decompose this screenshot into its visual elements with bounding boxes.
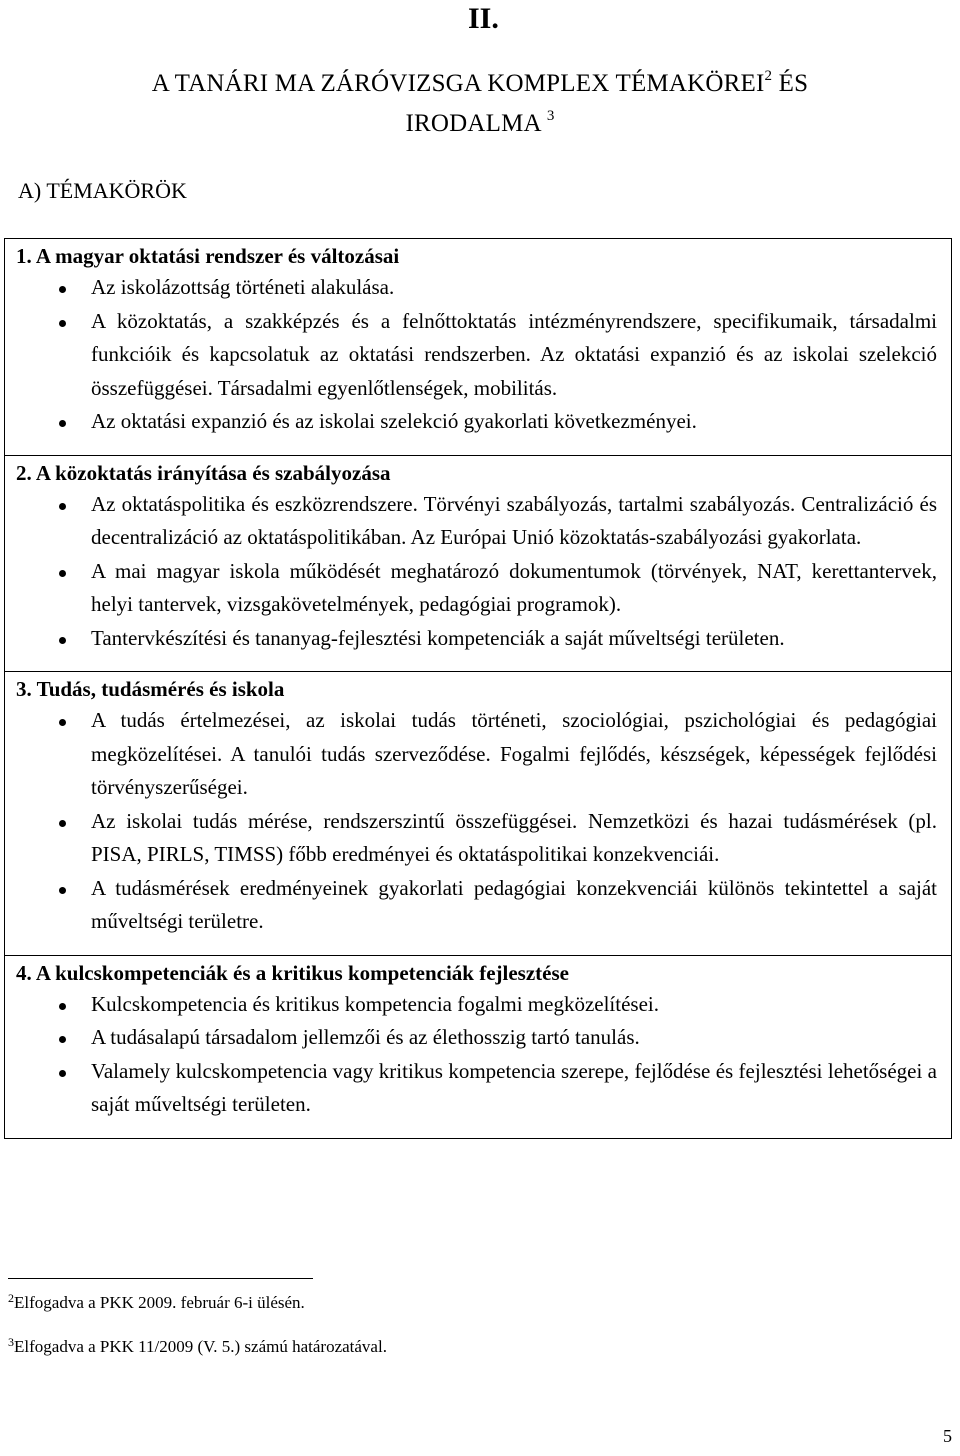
list-item-text: Az iskolai tudás mérése, rendszerszintű összefüggései. Nemzetközi és hazai tudásmérések (pl. PISA, PIRLS, TIMSS) főbb eredményei és oktatáspolitikai konzekvenciái. [91,808,937,866]
topic-heading: 3. Tudás, tudásmérés és iskola [16,677,285,701]
list-item-text: Tantervkészítési és tananyag-fejlesztési kompetenciák a saját műveltségi területen. [91,625,785,650]
topic-item-list [5,271,951,439]
part-number: II. [468,2,499,35]
title-main: A TANÁRI MA ZÁRÓVIZSGA KOMPLEX TÉMAKÖREI [151,70,765,97]
list-item-text: A mai magyar iskola működését meghatározó dokumentumok (törvények, NAT, kerettantervek, helyi tantervek, vizsgakövetelmények, pedagógiai programok). [91,558,937,616]
list-item-text: Kulcskompetencia és kritikus kompetencia fogalmi megközelítései. [91,991,659,1016]
topic-item-list [5,488,951,656]
bullet-icon [59,1036,66,1043]
list-item [5,555,951,622]
bullet-icon [59,637,66,644]
topic-heading: 2. A közoktatás irányítása és szabályozása [16,460,391,485]
page-number: 5 [943,1426,952,1446]
footnote-ref: 2 [8,1291,14,1305]
footnote-2 [8,1292,305,1314]
topics-table [4,238,952,1139]
topic-item-list [5,704,951,939]
list-item [5,805,951,872]
title-footnote-ref-2: 2 [764,68,773,84]
title-conjunction: ÉS [778,70,809,97]
topic-item-list [5,988,951,1122]
list-item [5,1055,951,1122]
list-item [5,488,951,555]
list-item-text: Az oktatáspolitika és eszközrendszere. Törvényi szabályozás, tartalmi szabályozás. Centralizáció és decentralizáció az oktatáspolitikában. Az Európai Unió közoktatás-szabályozási gyakorlata. [91,491,937,549]
bullet-icon [59,320,66,327]
list-item [5,872,951,939]
bullet-icon [59,719,66,726]
bullet-icon [59,286,66,293]
list-item [5,704,951,805]
footnote-divider [8,1278,313,1279]
list-item-text: A közoktatás, a szakképzés és a felnőttoktatás intézményrendszere, specifikumaik, társadalmi funkcióik és kapcsolatuk az oktatási rendszerben. Az oktatási expanzió és az iskolai szelekció összefüggései. Társadalmi egyenlőtlenségek, mobilitás. [91,308,937,400]
document-title [40,64,920,144]
list-item [5,622,951,656]
topic-3 [5,671,951,955]
footnote-text: Elfogadva a PKK 2009. február 6-i ülésén. [14,1293,305,1312]
list-item-text: Az oktatási expanzió és az iskolai szelekció gyakorlati következményei. [91,409,697,433]
list-item-text: A tudás értelmezései, az iskolai tudás történeti, szociológiai, pszichológiai és pedagógiai megközelítései. A tanulói tudás szerveződése. Fogalmi fejlődés, készségek, képességek fejlődési törvényszerűségei. [91,708,937,799]
title-line-2: IRODALMA [405,110,541,137]
footnote-ref: 3 [8,1335,14,1349]
section-label: A) TÉMAKÖRÖK [18,178,187,203]
bullet-icon [59,570,66,577]
bullet-icon [59,820,66,827]
topic-heading: 1. A magyar oktatási rendszer és változásai [16,244,400,268]
bullet-icon [59,503,66,510]
list-item [5,305,951,406]
bullet-icon [59,887,66,894]
list-item [5,271,951,305]
bullet-icon [59,1003,66,1010]
list-item [5,405,951,439]
list-item-text: Valamely kulcskompetencia vagy kritikus kompetencia szerepe, fejlődése és fejlesztési lehetőségei a saját műveltségi területen. [91,1058,937,1116]
topic-2 [5,455,951,672]
footnote-text: Elfogadva a PKK 11/2009 (V. 5.) számú határozatával. [14,1337,387,1356]
footnote-3 [8,1336,387,1358]
topic-4 [5,955,951,1138]
bullet-icon [59,1070,66,1077]
list-item-text: A tudásalapú társadalom jellemzői és az élethosszig tartó tanulás. [91,1025,640,1049]
list-item [5,1021,951,1055]
title-footnote-ref-3: 3 [546,108,555,124]
topic-heading: 4. A kulcskompetenciák és a kritikus kompetenciák fejlesztése [16,960,569,985]
list-item [5,988,951,1022]
list-item-text: Az iskolázottság történeti alakulása. [91,275,395,299]
topic-1 [5,239,951,455]
list-item-text: A tudásmérések eredményeinek gyakorlati pedagógiai konzekvenciái különös tekintettel a saját műveltségi területre. [91,875,937,933]
bullet-icon [59,420,66,427]
